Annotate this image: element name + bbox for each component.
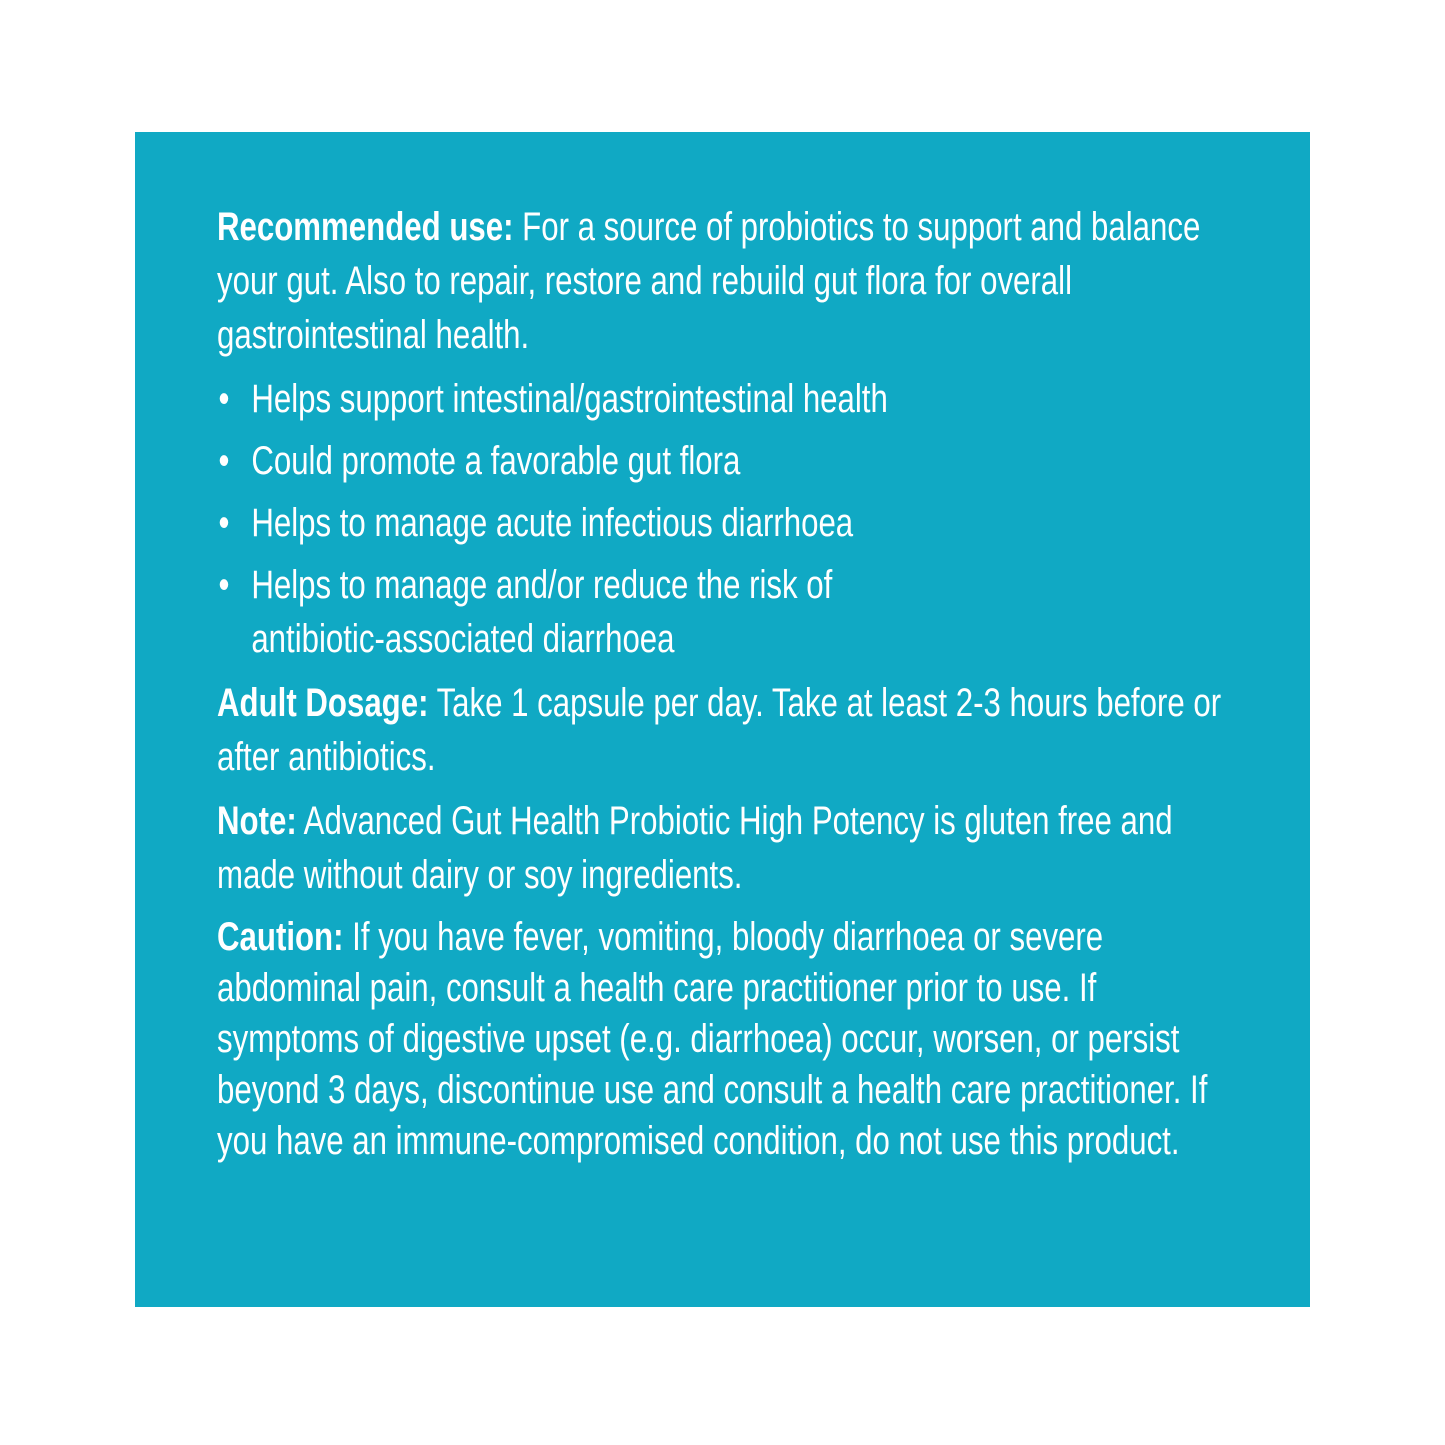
list-item-text: Helps to manage acute infectious diarrhoea <box>251 501 854 545</box>
note-paragraph <box>217 794 1247 902</box>
caution-text: If you have fever, vomiting, bloody diarrhoea or severe abdominal pain, consult a health care practitioner prior to use. If symptoms of digestive upset (e.g. diarrhoea) occur, worsen, or persist beyond 3 days, discontinue use and consult a health care practitioner. If you have an immune-compromised condition, do not use this product. <box>217 915 1208 1163</box>
note-text: Advanced Gut Health Probiotic High Potency is gluten free and made without dairy or soy ingredients. <box>217 799 1173 897</box>
info-panel <box>135 132 1310 1307</box>
bullet-icon: • <box>218 377 230 421</box>
caution-label: Caution: <box>217 915 344 959</box>
list-item <box>217 434 1247 488</box>
list-item <box>217 496 1247 550</box>
list-item-text: Could promote a favorable gut flora <box>251 439 741 483</box>
bullet-icon: • <box>218 501 230 545</box>
list-item-text: Helps to manage and/or reduce the risk of antibiotic-associated diarrhoea <box>251 563 833 661</box>
adult-dosage-label: Adult Dosage: <box>217 681 429 725</box>
bullet-icon: • <box>218 563 230 607</box>
recommended-use-text: For a source of probiotics to support and balance your gut. Also to repair, restore and rebuild gut flora for overall gastrointestinal health. <box>217 205 1201 357</box>
list-item <box>217 558 938 666</box>
adult-dosage-paragraph <box>217 676 1247 784</box>
adult-dosage-text: Take 1 capsule per day. Take at least 2-3 hours before or after antibiotics. <box>217 681 1222 779</box>
list-item <box>217 372 1247 426</box>
recommended-use-paragraph <box>217 200 1247 362</box>
note-label: Note: <box>217 799 297 843</box>
recommended-use-label: Recommended use: <box>217 205 514 249</box>
bullet-icon: • <box>218 439 230 483</box>
benefits-list <box>217 372 1247 666</box>
caution-paragraph <box>217 912 1247 1167</box>
panel-content <box>217 200 1247 1177</box>
list-item-text: Helps support intestinal/gastrointestinal health <box>251 377 888 421</box>
